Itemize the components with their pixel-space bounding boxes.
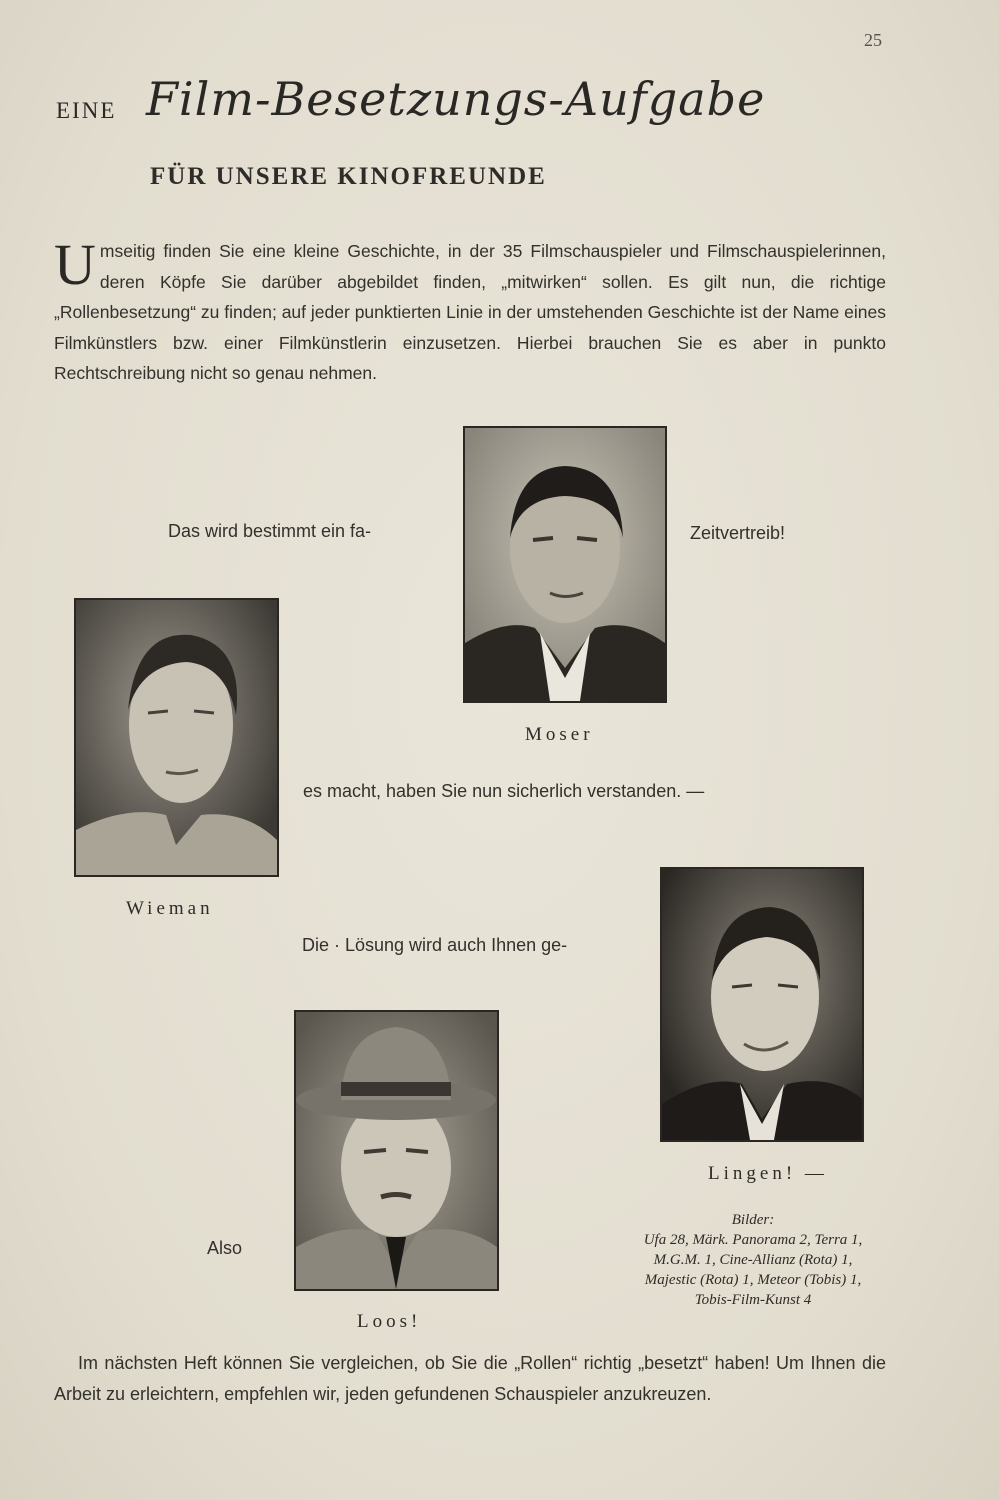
photo-credits	[628, 1210, 878, 1310]
story-line-4: Also	[207, 1238, 243, 1258]
photo-credits-title: Bilder:	[731, 1212, 775, 1228]
caption-moser: Moser	[525, 724, 594, 745]
photo-credits-text: Ufa 28, Märk. Panorama 2, Terra 1, M.G.M. 1, Cine-Allianz (Rota) 1, Majestic (Rota) 1, Meteor (Tobis) 1, Tobis-Film-Kunst 4	[643, 1232, 863, 1308]
intro-text: mseitig finden Sie eine kleine Geschichte, in der 35 Filmschauspieler und Filmschauspielerinnen, deren Köpfe Sie darüber abgebildet finden, „mitwirken“ sollen. Es gilt nun, die richtige „Rollenbesetzung“ zu finden; auf jeder punktierten Linie in der umstehenden Geschichte ist der Name eines Filmkünstlers bzw. einer Filmkünstlerin einzusetzen. Hierbei brauchen Sie es aber in punkto Rechtschreibung nicht so genau nehmen.	[54, 241, 886, 383]
portrait-lingen-image	[662, 869, 862, 1140]
portrait-loos-image	[296, 1012, 497, 1289]
story-line-2: es macht, haben Sie nun sicherlich verstanden. —	[303, 781, 705, 801]
portrait-moser-image	[465, 428, 665, 701]
story-line-1-left: Das wird bestimmt ein fa-	[168, 521, 372, 541]
story-line-1-right: Zeitvertreib!	[690, 523, 786, 543]
caption-loos: Loos!	[357, 1311, 422, 1332]
page-title: Film-Besetzungs-Aufgabe	[146, 72, 766, 126]
closing-paragraph: Im nächsten Heft können Sie vergleichen, ob Sie die „Rollen“ richtig „besetzt“ haben! Um Ihnen die Arbeit zu erleichtern, empfehlen wir, jeden gefundenen Schauspieler anzukreuzen.	[54, 1353, 886, 1404]
title-prefix: EINE	[56, 98, 117, 123]
portrait-lingen	[660, 867, 864, 1142]
caption-lingen: Lingen! —	[708, 1163, 828, 1184]
portrait-wieman-image	[76, 600, 277, 875]
intro-paragraph	[54, 232, 886, 389]
portrait-loos	[294, 1010, 499, 1291]
page-subtitle: FÜR UNSERE KINOFREUNDE	[150, 163, 547, 190]
drop-cap: U	[54, 232, 96, 297]
portrait-moser	[463, 426, 667, 703]
portrait-wieman	[74, 598, 279, 877]
story-line-3: Die · Lösung wird auch Ihnen ge-	[302, 935, 568, 955]
page-number: 25	[864, 30, 882, 50]
caption-wieman: Wieman	[126, 898, 214, 919]
